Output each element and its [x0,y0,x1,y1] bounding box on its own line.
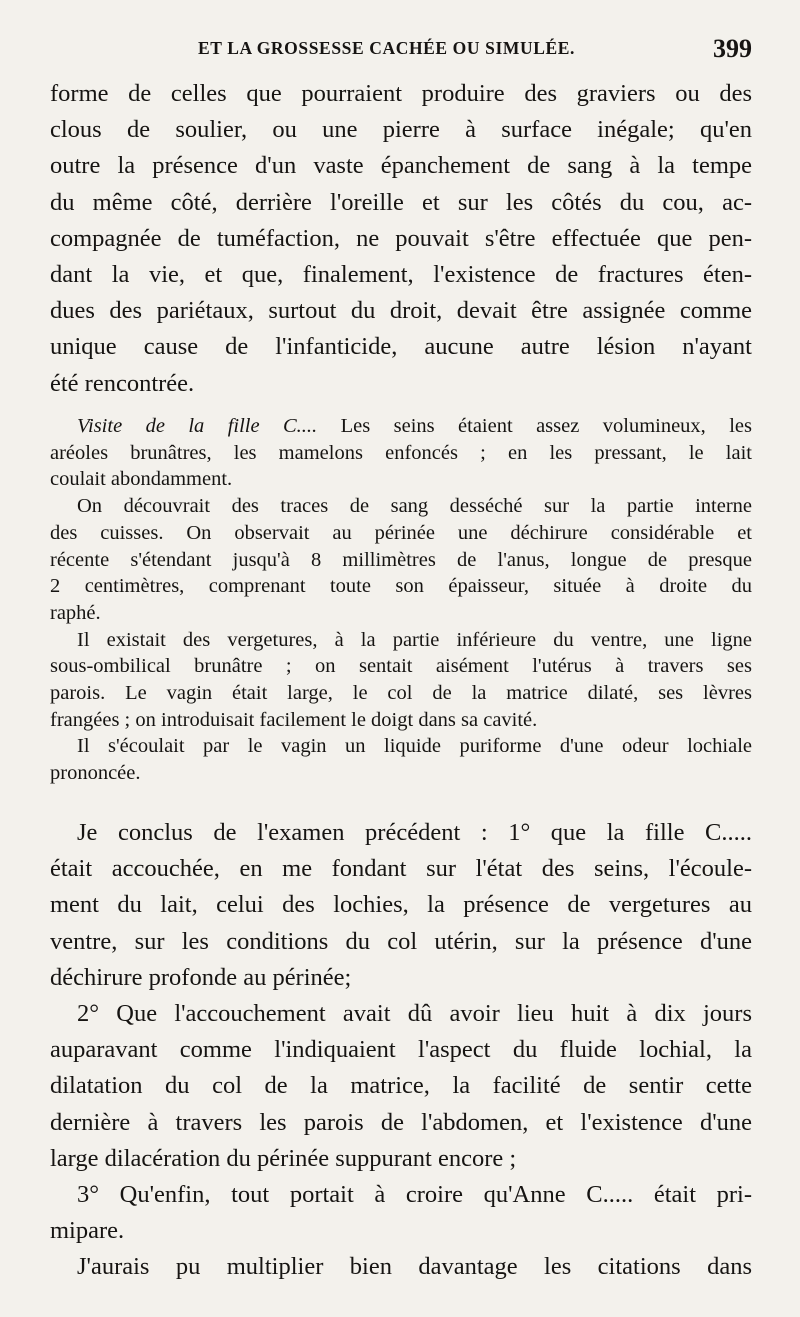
text-line: aréoles brunâtres, les mamelons enfoncés ; en les pressant, le lait [50,441,752,464]
text-line: Je conclus de l'examen précédent : 1° que la fille C..... [77,819,752,846]
running-head [50,34,752,64]
text-line: dernière à travers les parois de l'abdomen, et l'existence d'une [50,1108,752,1136]
text-line: du même côté, derrière l'oreille et sur les côtés du cou, ac- [50,188,752,216]
text-line: des cuisses. On observait au périnée une déchirure considérable et [50,521,752,544]
text-line: 2° Que l'accouchement avait dû avoir lieu huit à dix jours [77,1000,752,1028]
text-line: 3° Qu'enfin, tout portait à croire qu'Anne C..... était pri- [77,1181,752,1209]
text-span: Les seins étaient assez volumineux, les [317,415,752,437]
text-line: auparavant comme l'indiquaient l'aspect du fluide lochial, la [50,1036,752,1064]
text-line: mipare. [50,1217,125,1245]
report-heading: Visite de la fille C.... [77,415,318,437]
text-line: large dilacération du périnée suppurant encore ; [50,1144,517,1172]
text-line: parois. Le vagin était large, le col de la matrice dilaté, ses lèvres [50,682,752,705]
text-line [50,413,752,440]
text-line: On découvrait des traces de sang desséché sur la partie interne [77,495,752,518]
text-line: été rencontrée. [50,369,195,397]
examination-report [50,413,752,787]
opening-paragraph [50,76,752,402]
text-line: était accouchée, en me fondant sur l'état des seins, l'écoule- [50,855,752,883]
text-line: outre la présence d'un vaste épanchement de sang à la tempe [50,152,752,180]
text-line: clous de soulier, ou une pierre à surface inégale; qu'en [50,116,752,144]
text-line: unique cause de l'infanticide, aucune autre lésion n'ayant [50,333,752,361]
text-line: ventre, sur les conditions du col utérin, sur la présence d'une [50,927,752,955]
text-line: déchirure profonde au périnée; [50,963,352,991]
conclusions [50,815,752,1286]
text-line: Il existait des vergetures, à la partie inférieure du ventre, une ligne [77,628,752,651]
text-line: récente s'étendant jusqu'à 8 millimètres de l'anus, longue de presque [50,548,752,571]
text-line: ment du lait, celui des lochies, la présence de vergetures au [50,891,752,919]
text-line: prononcée. [50,762,141,785]
text-line: dant la vie, et que, finalement, l'existence de fractures éten- [50,261,752,289]
text-line: compagnée de tuméfaction, ne pouvait s'être effectuée que pen- [50,224,752,252]
text-line: dues des pariétaux, surtout du droit, devait être assignée comme [50,297,752,325]
text-line: raphé. [50,601,101,624]
page-number: 399 [713,34,752,63]
text-line: J'aurais pu multiplier bien davantage les citations dans [77,1253,752,1281]
running-title: ET LA GROSSESSE CACHÉE OU SIMULÉE. [198,38,575,58]
text-line: sous-ombilical brunâtre ; on sentait aisément l'utérus à travers ses [50,655,752,678]
text-line: 2 centimètres, comprenant toute son épaisseur, située à droite du [50,575,752,598]
text-line: coulait abondamment. [50,468,233,491]
text-line: forme de celles que pourraient produire des graviers ou des [50,80,752,107]
text-line: frangées ; on introduisait facilement le doigt dans sa cavité. [50,708,538,731]
text-line: Il s'écoulait par le vagin un liquide puriforme d'une odeur lochiale [77,735,752,758]
text-line: dilatation du col de la matrice, la facilité de sentir cette [50,1072,752,1100]
